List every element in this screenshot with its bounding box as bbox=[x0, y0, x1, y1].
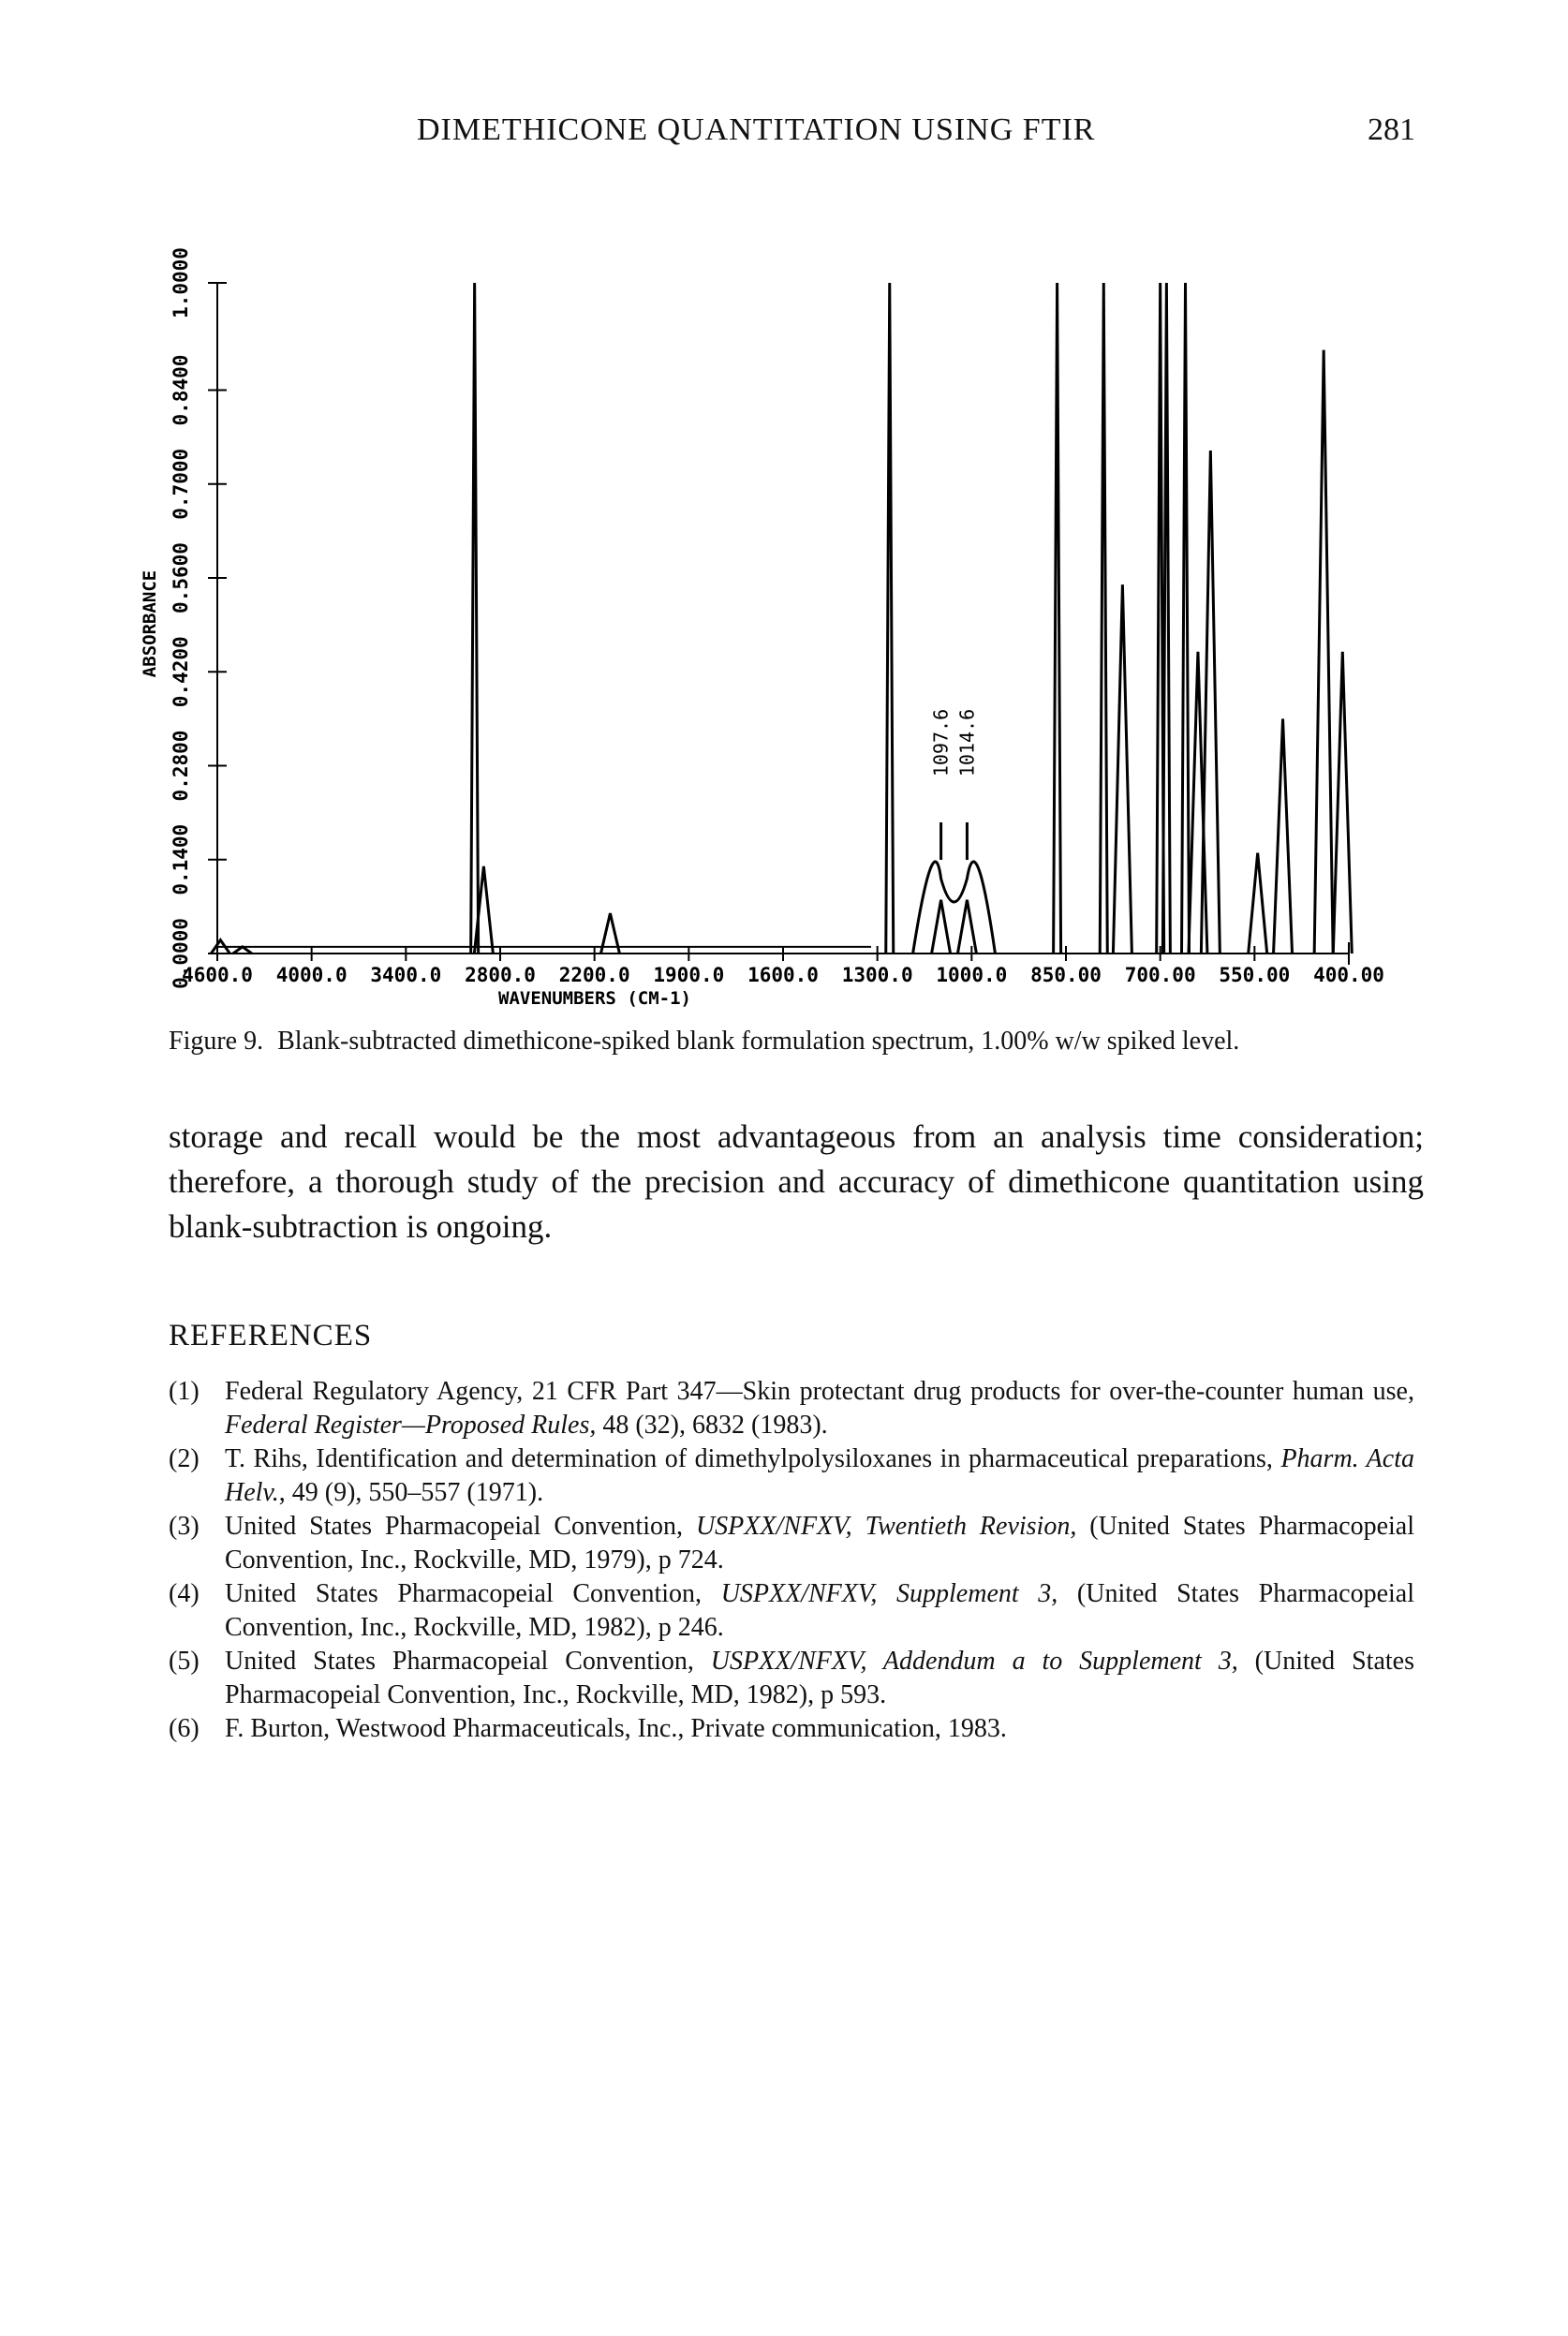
spectrum-peak bbox=[1113, 584, 1132, 954]
page-number: 281 bbox=[1368, 112, 1415, 147]
y-tick-label: 0.1400 bbox=[170, 823, 192, 895]
x-tick-label: 1600.0 bbox=[747, 964, 819, 986]
spectrum-peak bbox=[1054, 283, 1061, 954]
reference-journal: Pharm. Acta Helv. bbox=[225, 1444, 1414, 1507]
x-axis-title: WAVENUMBERS (CM-1) bbox=[498, 988, 691, 1009]
spectrum-peak bbox=[1201, 451, 1220, 954]
y-tick-label: 0.5600 bbox=[170, 542, 192, 614]
y-tick-label: 0.4200 bbox=[170, 636, 192, 708]
reference-details: 48 (32), 6832 (1983). bbox=[596, 1411, 828, 1440]
spectrum-peak bbox=[1333, 652, 1352, 954]
reference-item bbox=[169, 1375, 1414, 1442]
reference-number: (4) bbox=[169, 1579, 200, 1608]
x-tick-label: 1300.0 bbox=[841, 964, 913, 986]
reference-text: Federal Regulatory Agency, 21 CFR Part 347—Skin protectant drug products for over-the-counter human use, bbox=[225, 1377, 1414, 1406]
reference-details: (United States Pharmacopeial Convention, Inc., Rockville, MD, 1982), p 246. bbox=[225, 1579, 1415, 1642]
reference-number: (3) bbox=[169, 1512, 200, 1541]
spectrum-peak bbox=[471, 283, 479, 954]
reference-item bbox=[169, 1510, 1414, 1577]
x-tick-label: 700.00 bbox=[1124, 964, 1196, 986]
reference-text: United States Pharmacopeial Convention, bbox=[225, 1579, 721, 1608]
reference-journal: USPXX/NFXV, Twentieth Revision, bbox=[695, 1512, 1077, 1541]
x-tick-label: 1000.0 bbox=[936, 964, 1008, 986]
x-tick-label: 400.00 bbox=[1313, 964, 1384, 986]
reference-details: (United States Pharmacopeial Convention, Inc., Rockville, MD, 1982), p 593. bbox=[225, 1647, 1414, 1709]
reference-number: (2) bbox=[169, 1444, 200, 1473]
reference-journal: Federal Register—Proposed Rules, bbox=[225, 1411, 597, 1440]
spectrum-peak bbox=[1162, 283, 1170, 954]
spectrum-peak bbox=[886, 283, 894, 954]
doublet-band bbox=[913, 862, 996, 954]
reference-item bbox=[169, 1442, 1414, 1510]
spectrum-peak bbox=[932, 900, 951, 954]
x-tick-label: 4000.0 bbox=[275, 964, 348, 986]
peak-annotation: 1014.6 bbox=[955, 708, 979, 777]
reference-journal: USPXX/NFXV, Supplement 3, bbox=[720, 1579, 1058, 1608]
figure-caption-text: Blank-subtracted dimethicone-spiked blank formulation spectrum, 1.00% w/w spiked level. bbox=[277, 1027, 1240, 1056]
spectrum-peak bbox=[233, 947, 252, 954]
peak-annotation: 1097.6 bbox=[929, 708, 953, 777]
spectrum-peak bbox=[1100, 283, 1107, 954]
spectrum-peak bbox=[957, 900, 976, 954]
running-title: DIMETHICONE QUANTITATION USING FTIR bbox=[417, 112, 1096, 147]
references-heading: REFERENCES bbox=[169, 1319, 373, 1353]
x-tick-label: 3400.0 bbox=[370, 964, 442, 986]
reference-details: (United States Pharmacopeial Convention, Inc., Rockville, MD, 1979), p 724. bbox=[225, 1512, 1415, 1575]
reference-details: , 49 (9), 550–557 (1971). bbox=[278, 1478, 544, 1507]
spectrum-peak bbox=[1274, 718, 1293, 954]
x-tick-label: 850.00 bbox=[1030, 964, 1102, 986]
spectrum-peak bbox=[1314, 350, 1333, 954]
body-paragraph: storage and recall would be the most advantageous from an analysis time consideration; therefore, a thorough study of the precision and accuracy of dimethicone quantitation using blank-subtraction is ongoing. bbox=[169, 1118, 1424, 1245]
ftir-spectrum-chart bbox=[0, 0, 1568, 1021]
figure-caption bbox=[169, 1027, 1442, 1057]
y-tick-label: 0.0000 bbox=[170, 918, 192, 989]
y-axis-title: ABSORBANCE bbox=[140, 569, 160, 678]
reference-text: United States Pharmacopeial Convention, bbox=[225, 1647, 711, 1676]
x-tick-label: 1900.0 bbox=[653, 964, 725, 986]
reference-number: (6) bbox=[169, 1714, 200, 1743]
reference-text: T. Rihs, Identification and determination of dimethylpolysiloxanes in pharmaceutical preparations, bbox=[225, 1444, 1281, 1473]
reference-number: (1) bbox=[169, 1377, 200, 1406]
reference-number: (5) bbox=[169, 1647, 200, 1676]
y-tick-label: 0.8400 bbox=[170, 354, 192, 426]
x-tick-label: 550.00 bbox=[1219, 964, 1291, 986]
reference-item bbox=[169, 1712, 1414, 1746]
reference-text: United States Pharmacopeial Convention, bbox=[225, 1512, 696, 1541]
reference-item bbox=[169, 1645, 1414, 1712]
spectrum-peak bbox=[1182, 283, 1190, 954]
y-tick-label: 1.0000 bbox=[170, 247, 192, 318]
y-tick-label: 0.2800 bbox=[170, 730, 192, 802]
reference-text: F. Burton, Westwood Pharmaceuticals, Inc., Private communication, 1983. bbox=[225, 1714, 1007, 1743]
y-tick-label: 0.7000 bbox=[170, 448, 192, 520]
x-tick-label: 2200.0 bbox=[558, 964, 630, 986]
x-tick-label: 4600.0 bbox=[182, 964, 253, 986]
figure-label: Figure 9. bbox=[169, 1027, 264, 1056]
reference-item bbox=[169, 1577, 1414, 1645]
spectrum-peak bbox=[1249, 853, 1267, 954]
x-tick-label: 2800.0 bbox=[465, 964, 536, 986]
references-list bbox=[169, 1375, 1414, 1746]
reference-journal: USPXX/NFXV, Addendum a to Supplement 3, bbox=[710, 1647, 1238, 1676]
